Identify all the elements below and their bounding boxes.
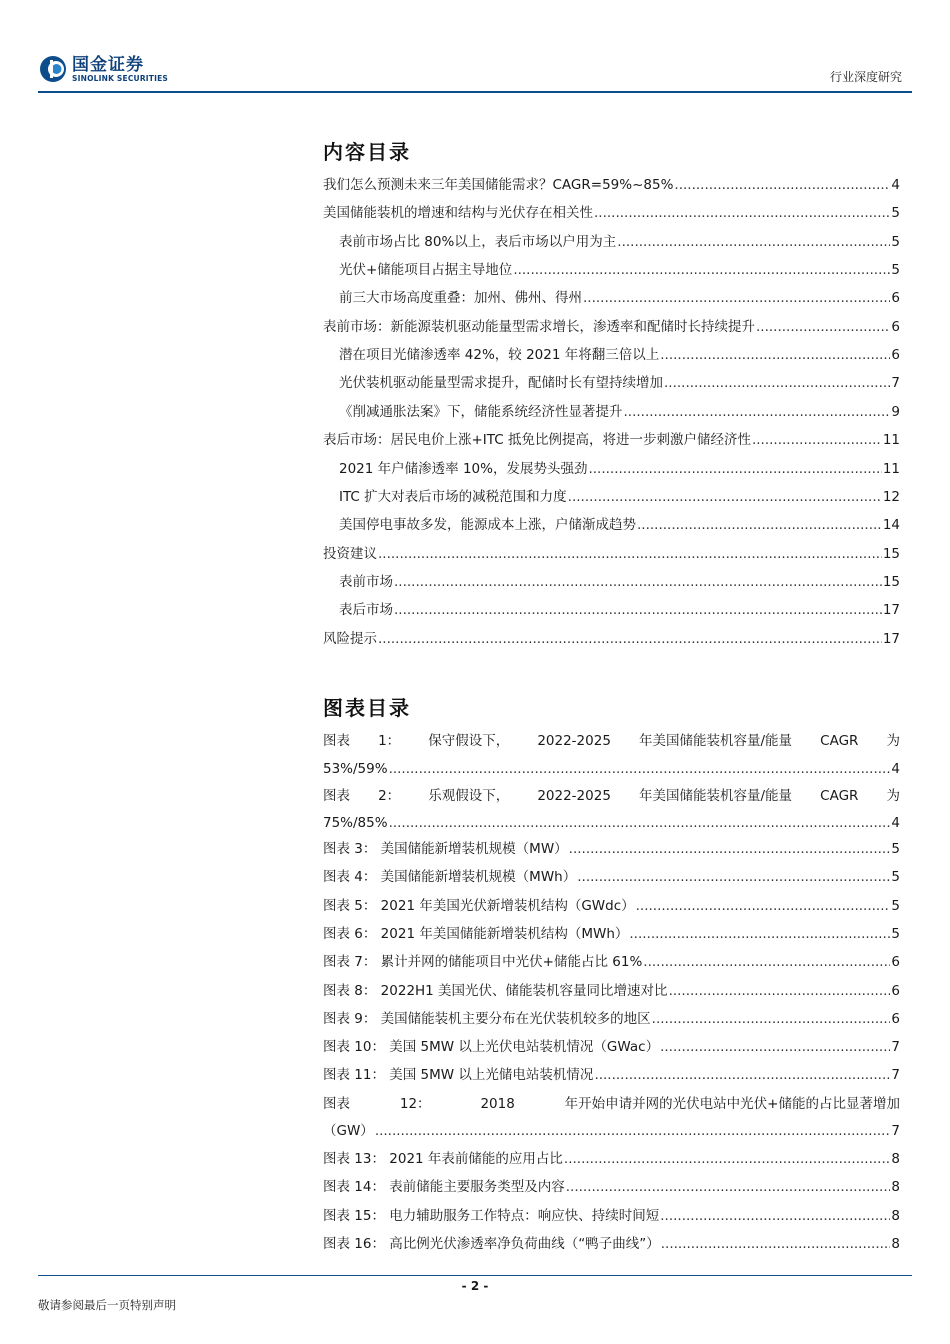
page-header [38, 52, 912, 92]
page-number: 6 [891, 347, 900, 363]
toc-entry-label: 图表 16： 高比例光伏渗透率净负荷曲线（“鸭子曲线”） [323, 1236, 660, 1252]
dot-leader [637, 515, 882, 535]
toc-entry-label: 表前市场：新能源装机驱动能量型需求增长，渗透率和配储时长持续提升 [323, 319, 755, 335]
contents-title: 内容目录 [323, 140, 411, 164]
toc-entry[interactable] [323, 1009, 900, 1029]
dot-leader [752, 430, 882, 450]
toc-entry[interactable] [323, 1149, 900, 1169]
toc-entry[interactable] [323, 572, 900, 592]
dot-leader [588, 459, 881, 479]
dot-leader [660, 1206, 890, 1226]
page-number: 11 [882, 461, 900, 477]
dot-leader [583, 288, 890, 308]
toc-entry[interactable] [323, 600, 900, 620]
dot-leader [660, 1037, 890, 1057]
toc-entry[interactable] [323, 203, 900, 223]
page-number: 5 [891, 926, 900, 942]
figure-entry-line: 图表 2： 乐观假设下， 2022-2025 年美国储能装机容量/能量 CAGR 为 [323, 788, 900, 804]
toc-entry[interactable] [323, 232, 900, 252]
dot-leader [643, 952, 890, 972]
dot-leader [652, 1009, 891, 1029]
toc-entry-label: 表前市场 [339, 574, 393, 590]
toc-entry-label: 图表 3： 美国储能新增装机规模（MW） [323, 841, 568, 857]
page-number: 7 [891, 375, 900, 391]
dot-leader [661, 1234, 891, 1254]
page-number: 5 [891, 262, 900, 278]
toc-entry[interactable] [323, 924, 900, 944]
toc-entry[interactable] [323, 1177, 900, 1197]
toc-entry[interactable] [323, 373, 900, 393]
figure-entry-continuation[interactable]: （GW） ..... 7 [323, 1121, 900, 1141]
toc-entry-label: 2021 年户储渗透率 10%，发展势头强劲 [339, 461, 588, 477]
page-number: 7 [891, 1123, 900, 1139]
figure-entry-continuation[interactable]: 75%/85% ..... 4 [323, 813, 900, 833]
dot-leader [566, 1177, 891, 1197]
toc-entry-label: 投资建议 [323, 546, 377, 562]
toc-entry[interactable] [323, 1037, 900, 1057]
toc-entry[interactable] [323, 867, 900, 887]
toc-entry[interactable] [323, 487, 900, 507]
page-number-footer: - 2 - [461, 1279, 489, 1293]
toc-entry-label: 图表 8： 2022H1 美国光伏、储能装机容量同比增速对比 [323, 983, 668, 999]
figure-entry[interactable] [323, 1094, 900, 1114]
page-number: 11 [882, 432, 900, 448]
dot-leader [378, 629, 882, 649]
page-number: 6 [891, 983, 900, 999]
toc-entry-label: 光伏+储能项目占据主导地位 [339, 262, 513, 278]
dot-leader [636, 896, 891, 916]
toc-entry[interactable] [323, 288, 900, 308]
page-number: 5 [891, 841, 900, 857]
toc-entry-label: 表后市场 [339, 602, 393, 618]
toc-entry[interactable] [323, 981, 900, 1001]
page-number: 8 [891, 1179, 900, 1195]
toc-entry-label: 表后市场：居民电价上涨+ITC 抵免比例提高，将进一步刺激户储经济性 [323, 432, 751, 448]
dot-leader [660, 345, 890, 365]
logo-chinese-name: 国金证券 [72, 54, 144, 75]
toc-entry-label: 图表 10： 美国 5MW 以上光伏电站装机情况（GWac） [323, 1039, 660, 1055]
figure-entry[interactable] [323, 786, 900, 806]
toc-entry[interactable] [323, 515, 900, 535]
disclaimer-note: 敬请参阅最后一页特别声明 [38, 1298, 176, 1312]
toc-entry-label: 图表 6： 2021 年美国储能新增装机结构（MWh） [323, 926, 629, 942]
dot-leader [594, 1065, 890, 1085]
dot-leader [378, 544, 882, 564]
toc-entry[interactable] [323, 1065, 900, 1085]
dot-leader [594, 203, 890, 223]
page-number: 6 [891, 319, 900, 335]
page-number: 8 [891, 1236, 900, 1252]
page-number: 6 [891, 1011, 900, 1027]
page-number: 17 [882, 602, 900, 618]
page-number: 5 [891, 898, 900, 914]
dot-leader [513, 260, 890, 280]
sinolink-logo [38, 54, 168, 84]
page-number: 9 [891, 404, 900, 420]
page-number: 4 [891, 761, 900, 777]
page-number: 8 [891, 1208, 900, 1224]
page-number: 5 [891, 234, 900, 250]
toc-entry-label: 美国停电事故多发，能源成本上涨，户储渐成趋势 [339, 517, 636, 533]
toc-entry-label: 图表 7： 累计并网的储能项目中光伏+储能占比 61% [323, 954, 643, 970]
page-number: 4 [891, 815, 900, 831]
dot-leader [674, 175, 890, 195]
toc-entry[interactable] [323, 430, 900, 450]
dot-leader [577, 867, 890, 887]
header-divider [38, 91, 912, 93]
dot-leader [394, 600, 882, 620]
dot-leader [569, 839, 891, 859]
toc-entry[interactable] [323, 952, 900, 972]
toc-entry[interactable] [323, 260, 900, 280]
dot-leader [629, 924, 890, 944]
toc-entry-label: 美国储能装机的增速和结构与光伏存在相关性 [323, 205, 593, 221]
toc-entry-label: 图表 11： 美国 5MW 以上光储电站装机情况 [323, 1067, 594, 1083]
toc-entry[interactable] [323, 317, 900, 337]
page-number: 5 [891, 869, 900, 885]
page-number: 8 [891, 1151, 900, 1167]
toc-entry-label: 《削减通胀法案》下，储能系统经济性显著提升 [339, 404, 623, 420]
toc-entry-label: 潜在项目光储渗透率 42%，较 2021 年将翻三倍以上 [339, 347, 660, 363]
toc-entry[interactable] [323, 175, 900, 195]
toc-entry-label: 表前市场占比 80%以上，表后市场以户用为主 [339, 234, 617, 250]
figures-title: 图表目录 [323, 696, 411, 720]
figure-entry-line: 图表 1： 保守假设下， 2022-2025 年美国储能装机容量/能量 CAGR 为 [323, 733, 900, 749]
toc-entry-label: 图表 5： 2021 年美国光伏新增装机结构（GWdc） [323, 898, 635, 914]
dot-leader [394, 572, 882, 592]
toc-entry-label: 图表 13： 2021 年表前储能的应用占比 [323, 1151, 563, 1167]
toc-entry-label: 图表 4： 美国储能新增装机规模（MWh） [323, 869, 577, 885]
toc-entry-label: 我们怎么预测未来三年美国储能需求？CAGR=59%~85% [323, 177, 674, 193]
figure-entry-line: 图表 12： 2018 年开始申请并网的光伏电站中光伏+储能的占比显著增加 [323, 1096, 900, 1112]
figure-entry[interactable] [323, 731, 900, 751]
page-number: 6 [891, 954, 900, 970]
page-number: 7 [891, 1039, 900, 1055]
page-number: 12 [882, 489, 900, 505]
toc-entry-label: 图表 9： 美国储能装机主要分布在光伏装机较多的地区 [323, 1011, 651, 1027]
toc-entry-label: 前三大市场高度重叠：加州、佛州、得州 [339, 290, 582, 306]
page-number: 5 [891, 205, 900, 221]
toc-entry-label: 光伏装机驱动能量型需求提升，配储时长有望持续增加 [339, 375, 663, 391]
page-number: 15 [882, 546, 900, 562]
page-number: 6 [891, 290, 900, 306]
page-number: 4 [891, 177, 900, 193]
toc-entry[interactable] [323, 1234, 900, 1254]
page-number: 15 [882, 574, 900, 590]
dot-leader [664, 373, 890, 393]
page-number: 17 [882, 631, 900, 647]
toc-entry[interactable] [323, 1206, 900, 1226]
toc-entry[interactable] [323, 345, 900, 365]
dot-leader [568, 487, 882, 507]
toc-entry[interactable] [323, 544, 900, 564]
toc-entry[interactable] [323, 459, 900, 479]
page-number: 7 [891, 1067, 900, 1083]
dot-leader [669, 981, 891, 1001]
toc-entry[interactable] [323, 629, 900, 649]
dot-leader [624, 402, 891, 422]
dot-leader [564, 1149, 890, 1169]
dot-leader [617, 232, 890, 252]
toc-entry-label: ITC 扩大对表后市场的减税范围和力度 [339, 489, 567, 505]
logo-english-name: SINOLINK SECURITIES [72, 73, 169, 83]
report-type-label: 行业深度研究 [829, 70, 902, 84]
footer-divider [38, 1275, 912, 1276]
toc-entry[interactable] [323, 402, 900, 422]
dot-leader [756, 317, 890, 337]
toc-entry[interactable] [323, 896, 900, 916]
page-number: 14 [882, 517, 900, 533]
sinolink-logo-icon [38, 54, 68, 84]
toc-entry-label: 风险提示 [323, 631, 377, 647]
toc-entry-label: 图表 15： 电力辅助服务工作特点：响应快、持续时间短 [323, 1208, 660, 1224]
toc-entry[interactable] [323, 839, 900, 859]
figure-entry-continuation[interactable]: 53%/59% ..... 4 [323, 759, 900, 779]
toc-entry-label: 图表 14： 表前储能主要服务类型及内容 [323, 1179, 565, 1195]
